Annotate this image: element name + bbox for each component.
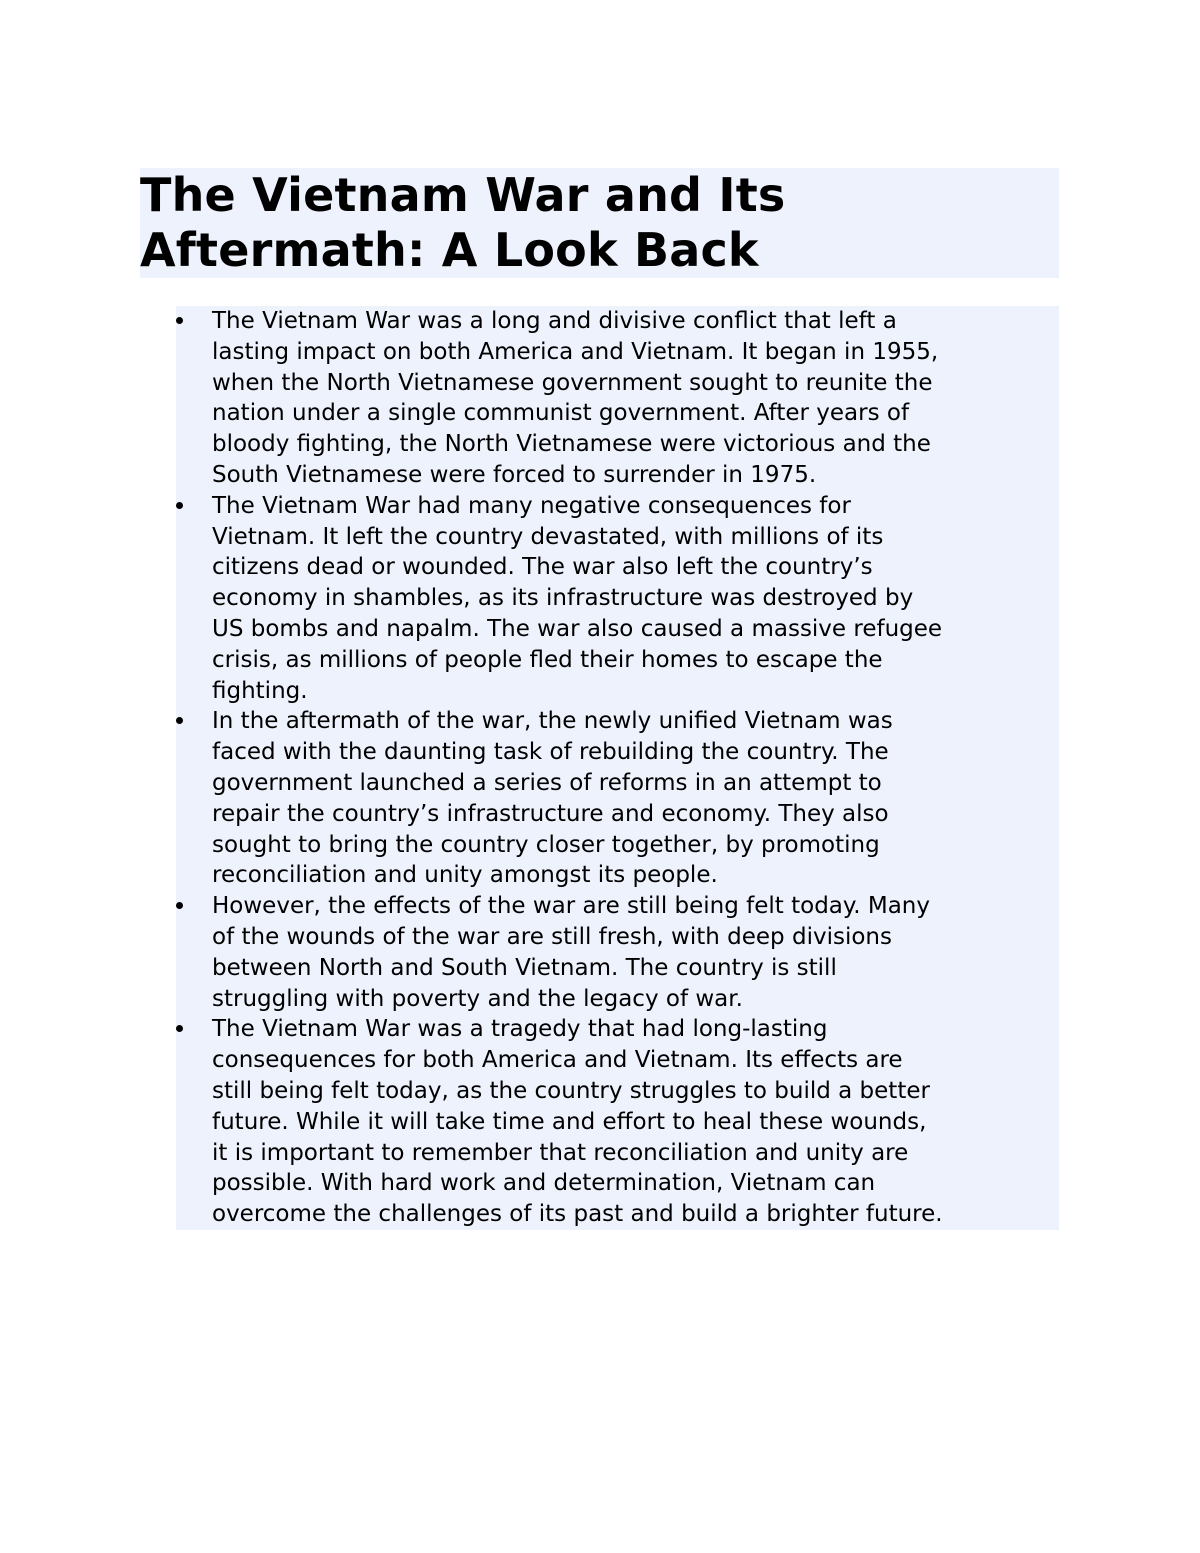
- text-line: crisis, as millions of people fled their homes to escape the: [212, 646, 883, 673]
- text-line: economy in shambles, as its infrastructure was destroyed by: [212, 585, 914, 612]
- text-line: reconciliation and unity amongst its people.: [212, 862, 718, 889]
- text-line: nation under a single communist government. After years of: [212, 400, 910, 427]
- text-line: South Vietnamese were forced to surrender in 1975.: [212, 461, 817, 488]
- text-line: fighting.: [212, 677, 308, 704]
- text-line: lasting impact on both America and Vietnam. It began in 1955,: [212, 338, 939, 365]
- text-line: possible. With hard work and determination, Vietnam can: [212, 1170, 876, 1197]
- text-line: struggling with poverty and the legacy of war.: [212, 985, 743, 1012]
- text-line: Vietnam. It left the country devastated, with millions of its: [212, 523, 884, 550]
- text-line: bloody fighting, the North Vietnamese were victorious and the: [212, 431, 931, 458]
- text-line: US bombs and napalm. The war also caused a massive refugee: [212, 615, 943, 642]
- list-item: [176, 306, 1059, 491]
- title-line: Aftermath: A Look Back: [140, 223, 759, 277]
- text-line: overcome the challenges of its past and build a brighter future.: [212, 1201, 943, 1228]
- text-line: The Vietnam War had many negative consequences for: [212, 492, 851, 519]
- text-line: government launched a series of reforms in an attempt to: [212, 769, 882, 796]
- text-line: still being felt today, as the country struggles to build a better: [212, 1077, 930, 1104]
- text-line: citizens dead or wounded. The war also left the country’s: [212, 554, 873, 581]
- title-line: The Vietnam War and Its: [140, 168, 786, 222]
- text-line: consequences for both America and Vietnam. Its effects are: [212, 1047, 903, 1074]
- text-line: of the wounds of the war are still fresh, with deep divisions: [212, 923, 892, 950]
- document-title: [140, 168, 1059, 278]
- list-item: [176, 491, 1059, 707]
- text-line: future. While it will take time and effort to heal these wounds,: [212, 1108, 927, 1135]
- text-line: repair the country’s infrastructure and economy. They also: [212, 800, 889, 827]
- text-line: it is important to remember that reconciliation and unity are: [212, 1139, 909, 1166]
- text-line: sought to bring the country closer together, by promoting: [212, 831, 880, 858]
- list-item: [176, 1014, 1059, 1230]
- text-line: The Vietnam War was a tragedy that had long-lasting: [212, 1016, 828, 1043]
- text-line: faced with the daunting task of rebuilding the country. The: [212, 739, 889, 766]
- bullet-list: [176, 306, 1059, 1230]
- text-line: between North and South Vietnam. The country is still: [212, 954, 837, 981]
- list-item: [176, 891, 1059, 1014]
- text-line: In the aftermath of the war, the newly unified Vietnam was: [212, 708, 893, 735]
- list-item: [176, 706, 1059, 891]
- text-line: The Vietnam War was a long and divisive conflict that left a: [212, 308, 897, 334]
- text-line: However, the effects of the war are still being felt today. Many: [212, 893, 930, 920]
- text-line: when the North Vietnamese government sought to reunite the: [212, 369, 933, 396]
